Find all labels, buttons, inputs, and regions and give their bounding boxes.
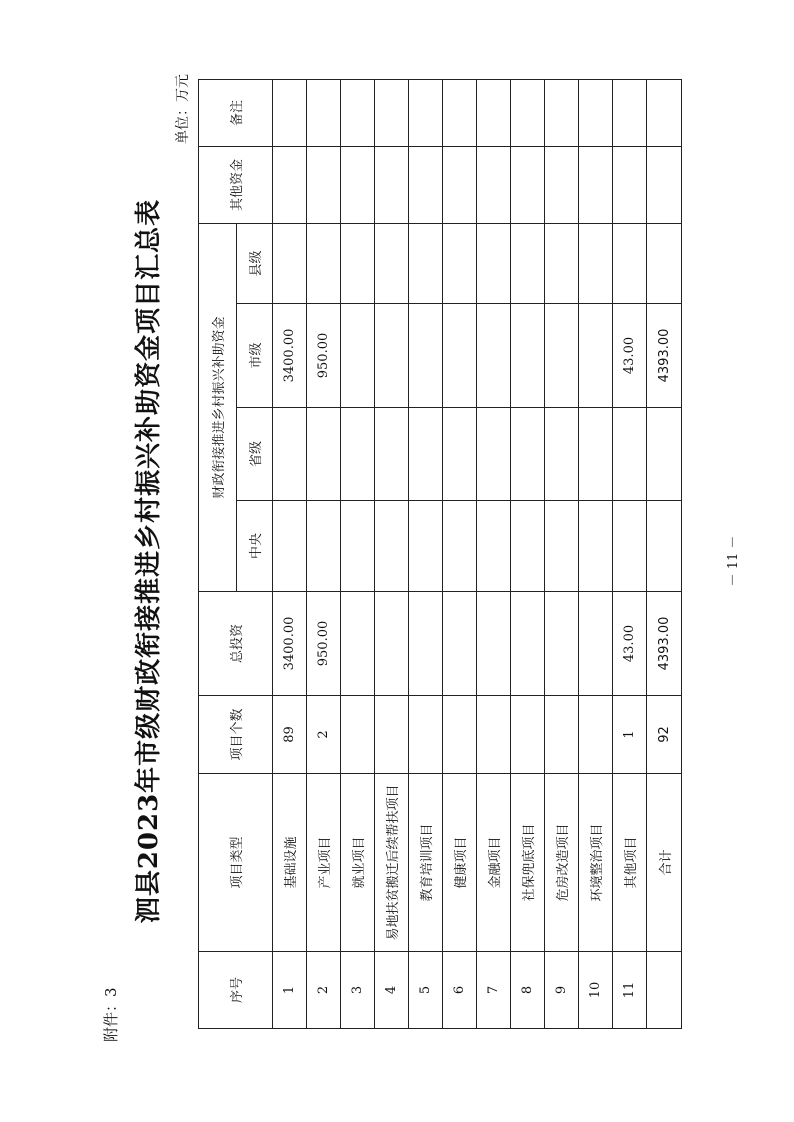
cell-municipal: 950.00 [307, 304, 341, 408]
total-count: 92 [647, 696, 682, 774]
cell-municipal [375, 304, 409, 408]
cell-central [443, 501, 477, 592]
cell-remark [545, 79, 579, 146]
table-row [443, 79, 477, 1028]
cell-other [545, 146, 579, 223]
cell-municipal [443, 304, 477, 408]
cell-other [511, 146, 545, 223]
cell-municipal [341, 304, 375, 408]
cell-central [511, 501, 545, 592]
cell-county [579, 223, 613, 303]
cell-remark [579, 79, 613, 146]
cell-municipal [545, 304, 579, 408]
total-provincial [647, 408, 682, 501]
cell-total [443, 592, 477, 696]
cell-count: 2 [307, 696, 341, 774]
cell-county [307, 223, 341, 303]
cell-central [375, 501, 409, 592]
cell-central [341, 501, 375, 592]
cell-central [307, 501, 341, 592]
cell-central [477, 501, 511, 592]
header-municipal: 市级 [237, 304, 273, 408]
header-count: 项目个数 [199, 696, 273, 774]
cell-remark [273, 79, 307, 146]
cell-count [341, 696, 375, 774]
cell-count [477, 696, 511, 774]
total-remark [647, 79, 682, 146]
cell-total: 43.00 [613, 592, 647, 696]
total-county [647, 223, 682, 303]
table-row [409, 79, 443, 1028]
cell-provincial [307, 408, 341, 501]
cell-remark [477, 79, 511, 146]
cell-central [409, 501, 443, 592]
page-number: － 11 － [726, 535, 741, 587]
cell-county [477, 223, 511, 303]
cell-provincial [341, 408, 375, 501]
cell-total [409, 592, 443, 696]
cell-central [613, 501, 647, 592]
cell-municipal: 43.00 [613, 304, 647, 408]
cell-seq: 10 [579, 952, 613, 1029]
header-type: 项目类型 [199, 774, 273, 952]
page-title: 泗县2023年市级财政衔接推进乡村振兴补助资金项目汇总表 [134, 198, 164, 924]
unit-label: 单位：万元 [175, 74, 191, 144]
cell-other [579, 146, 613, 223]
table-row [477, 79, 511, 1028]
table-row [579, 79, 613, 1028]
cell-other [375, 146, 409, 223]
cell-provincial [375, 408, 409, 501]
cell-count [579, 696, 613, 774]
cell-type: 危房改造项目 [545, 774, 579, 952]
cell-type: 健康项目 [443, 774, 477, 952]
header-provincial: 省级 [237, 408, 273, 501]
total-other [647, 146, 682, 223]
cell-type: 环境整治项目 [579, 774, 613, 952]
cell-county [511, 223, 545, 303]
cell-seq: 5 [409, 952, 443, 1029]
cell-remark [443, 79, 477, 146]
cell-provincial [477, 408, 511, 501]
header-seq: 序号 [199, 952, 273, 1029]
table-row [375, 79, 409, 1028]
cell-total [341, 592, 375, 696]
cell-provincial [579, 408, 613, 501]
cell-county [375, 223, 409, 303]
cell-count [511, 696, 545, 774]
cell-provincial [443, 408, 477, 501]
cell-seq: 4 [375, 952, 409, 1029]
cell-count: 89 [273, 696, 307, 774]
cell-county [273, 223, 307, 303]
cell-type: 金融项目 [477, 774, 511, 952]
cell-total: 950.00 [307, 592, 341, 696]
cell-county [443, 223, 477, 303]
cell-provincial [511, 408, 545, 501]
total-central [647, 501, 682, 592]
cell-central [545, 501, 579, 592]
cell-provincial [613, 408, 647, 501]
cell-remark [375, 79, 409, 146]
cell-type: 其他项目 [613, 774, 647, 952]
table-row [613, 79, 647, 1028]
total-row [647, 79, 682, 1028]
cell-seq: 9 [545, 952, 579, 1029]
header-central: 中央 [237, 501, 273, 592]
summary-table [198, 79, 682, 1029]
cell-municipal [511, 304, 545, 408]
cell-seq: 7 [477, 952, 511, 1029]
attachment-label: 附件：3 [102, 987, 120, 1042]
cell-seq: 3 [341, 952, 375, 1029]
cell-total: 3400.00 [273, 592, 307, 696]
cell-county [613, 223, 647, 303]
cell-seq: 6 [443, 952, 477, 1029]
cell-municipal: 3400.00 [273, 304, 307, 408]
header-fund-group: 财政衔接推进乡村振兴补助资金 [199, 223, 237, 591]
table-row [545, 79, 579, 1028]
cell-provincial [273, 408, 307, 501]
cell-municipal [477, 304, 511, 408]
cell-municipal [579, 304, 613, 408]
cell-other [341, 146, 375, 223]
cell-other [477, 146, 511, 223]
cell-type: 易地扶贫搬迁后续帮扶项目 [375, 774, 409, 952]
cell-type: 社保兜底项目 [511, 774, 545, 952]
cell-central [273, 501, 307, 592]
cell-county [545, 223, 579, 303]
cell-type: 基础设施 [273, 774, 307, 952]
cell-count [545, 696, 579, 774]
cell-provincial [545, 408, 579, 501]
cell-remark [511, 79, 545, 146]
cell-county [341, 223, 375, 303]
cell-count [375, 696, 409, 774]
cell-remark [409, 79, 443, 146]
table-row [273, 79, 307, 1028]
header-remark: 备注 [199, 79, 273, 146]
cell-total [579, 592, 613, 696]
cell-type: 教育培训项目 [409, 774, 443, 952]
header-county: 县级 [237, 223, 273, 303]
cell-seq: 11 [613, 952, 647, 1029]
cell-other [613, 146, 647, 223]
cell-total [545, 592, 579, 696]
cell-total [375, 592, 409, 696]
cell-provincial [409, 408, 443, 501]
cell-municipal [409, 304, 443, 408]
cell-remark [613, 79, 647, 146]
cell-seq: 1 [273, 952, 307, 1029]
total-label: 合计 [647, 774, 682, 952]
cell-remark [307, 79, 341, 146]
cell-count [409, 696, 443, 774]
cell-seq: 8 [511, 952, 545, 1029]
cell-other [409, 146, 443, 223]
cell-central [579, 501, 613, 592]
cell-other [307, 146, 341, 223]
table-row [307, 79, 341, 1028]
cell-count [443, 696, 477, 774]
header-other: 其他资金 [199, 146, 273, 223]
cell-total [477, 592, 511, 696]
cell-remark [341, 79, 375, 146]
total-investment: 4393.00 [647, 592, 682, 696]
table-row [341, 79, 375, 1028]
cell-type: 产业项目 [307, 774, 341, 952]
total-municipal: 4393.00 [647, 304, 682, 408]
table-row [511, 79, 545, 1028]
cell-seq: 2 [307, 952, 341, 1029]
cell-count: 1 [613, 696, 647, 774]
total-seq [647, 952, 682, 1029]
header-total-investment: 总投资 [199, 592, 273, 696]
cell-total [511, 592, 545, 696]
cell-other [443, 146, 477, 223]
header-row-1 [199, 79, 237, 1028]
cell-other [273, 146, 307, 223]
cell-type: 就业项目 [341, 774, 375, 952]
cell-county [409, 223, 443, 303]
